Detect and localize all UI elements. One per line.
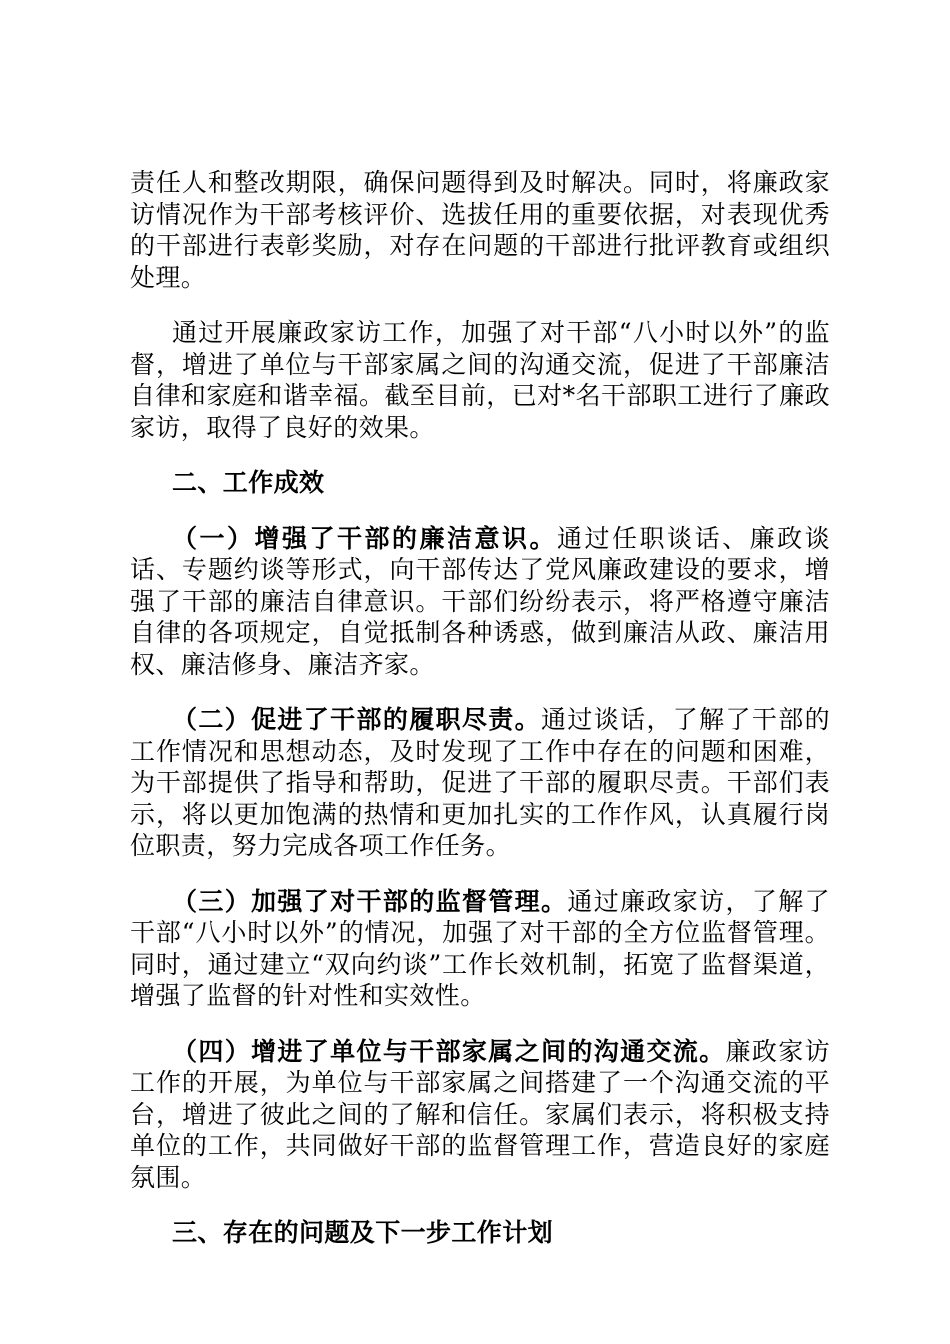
- result-item-4-body: 廉政家访工作的开展，为单位与干部家属之间搭建了一个沟通交流的平台，增进了彼此之间的了解和信任。家属们表示，将积极支持单位的工作，共同做好干部的监督管理工作，营造良好的家庭氛围。: [130, 1036, 830, 1192]
- result-item-3-lead: （三）加强了对干部的监督管理。: [172, 886, 568, 916]
- section-heading-results: 二、工作成效: [172, 468, 325, 497]
- section-heading-problems: 三、存在的问题及下一步工作计划: [172, 1218, 554, 1247]
- result-item-4-lead: （四）增进了单位与干部家属之间的沟通交流。: [172, 1036, 726, 1066]
- result-item-4: [130, 1036, 830, 1194]
- result-item-1-lead: （一）增强了干部的廉洁意识。: [172, 523, 558, 553]
- result-item-3: [130, 886, 830, 1012]
- paragraph-continuation: 责任人和整改期限，确保问题得到及时解决。同时，将廉政家访情况作为干部考核评价、选拔任用的重要依据，对表现优秀的干部进行表彰奖励，对存在问题的干部进行批评教育或组织处理。: [130, 168, 830, 292]
- result-item-2: [130, 704, 830, 862]
- result-item-3-body: 通过廉政家访，了解了干部“八小时以外”的情况，加强了对干部的全方位监督管理。同时，通过建立“双向约谈”工作长效机制，拓宽了监督渠道，增强了监督的针对性和实效性。: [130, 886, 830, 1010]
- result-item-2-lead: （二）促进了干部的履职尽责。: [172, 705, 542, 734]
- result-item-2-body: 通过谈话，了解了干部的工作情况和思想动态，及时发现了工作中存在的问题和困难，为干部提供了指导和帮助，促进了干部的履职尽责。干部们表示，将以更加饱满的热情和更加扎实的工作作风，认真履行岗位职责，努力完成各项工作任务。: [130, 705, 830, 860]
- document-page: [130, 167, 830, 1273]
- result-item-1: [130, 523, 830, 681]
- result-item-1-body: 通过任职谈话、廉政谈话、专题约谈等形式，向干部传达了党风廉政建设的要求，增强了干部的廉洁自律意识。干部们纷纷表示，将严格遵守廉洁自律的各项规定，自觉抵制各种诱惑，做到廉洁从政、廉洁用权、廉洁修身、廉洁齐家。: [130, 523, 830, 679]
- paragraph-summary: 通过开展廉政家访工作，加强了对干部“八小时以外”的监督，增进了单位与干部家属之间的沟通交流，促进了干部廉洁自律和家庭和谐幸福。截至目前，已对*名干部职工进行了廉政家访，取得了良好的效果。: [130, 318, 830, 442]
